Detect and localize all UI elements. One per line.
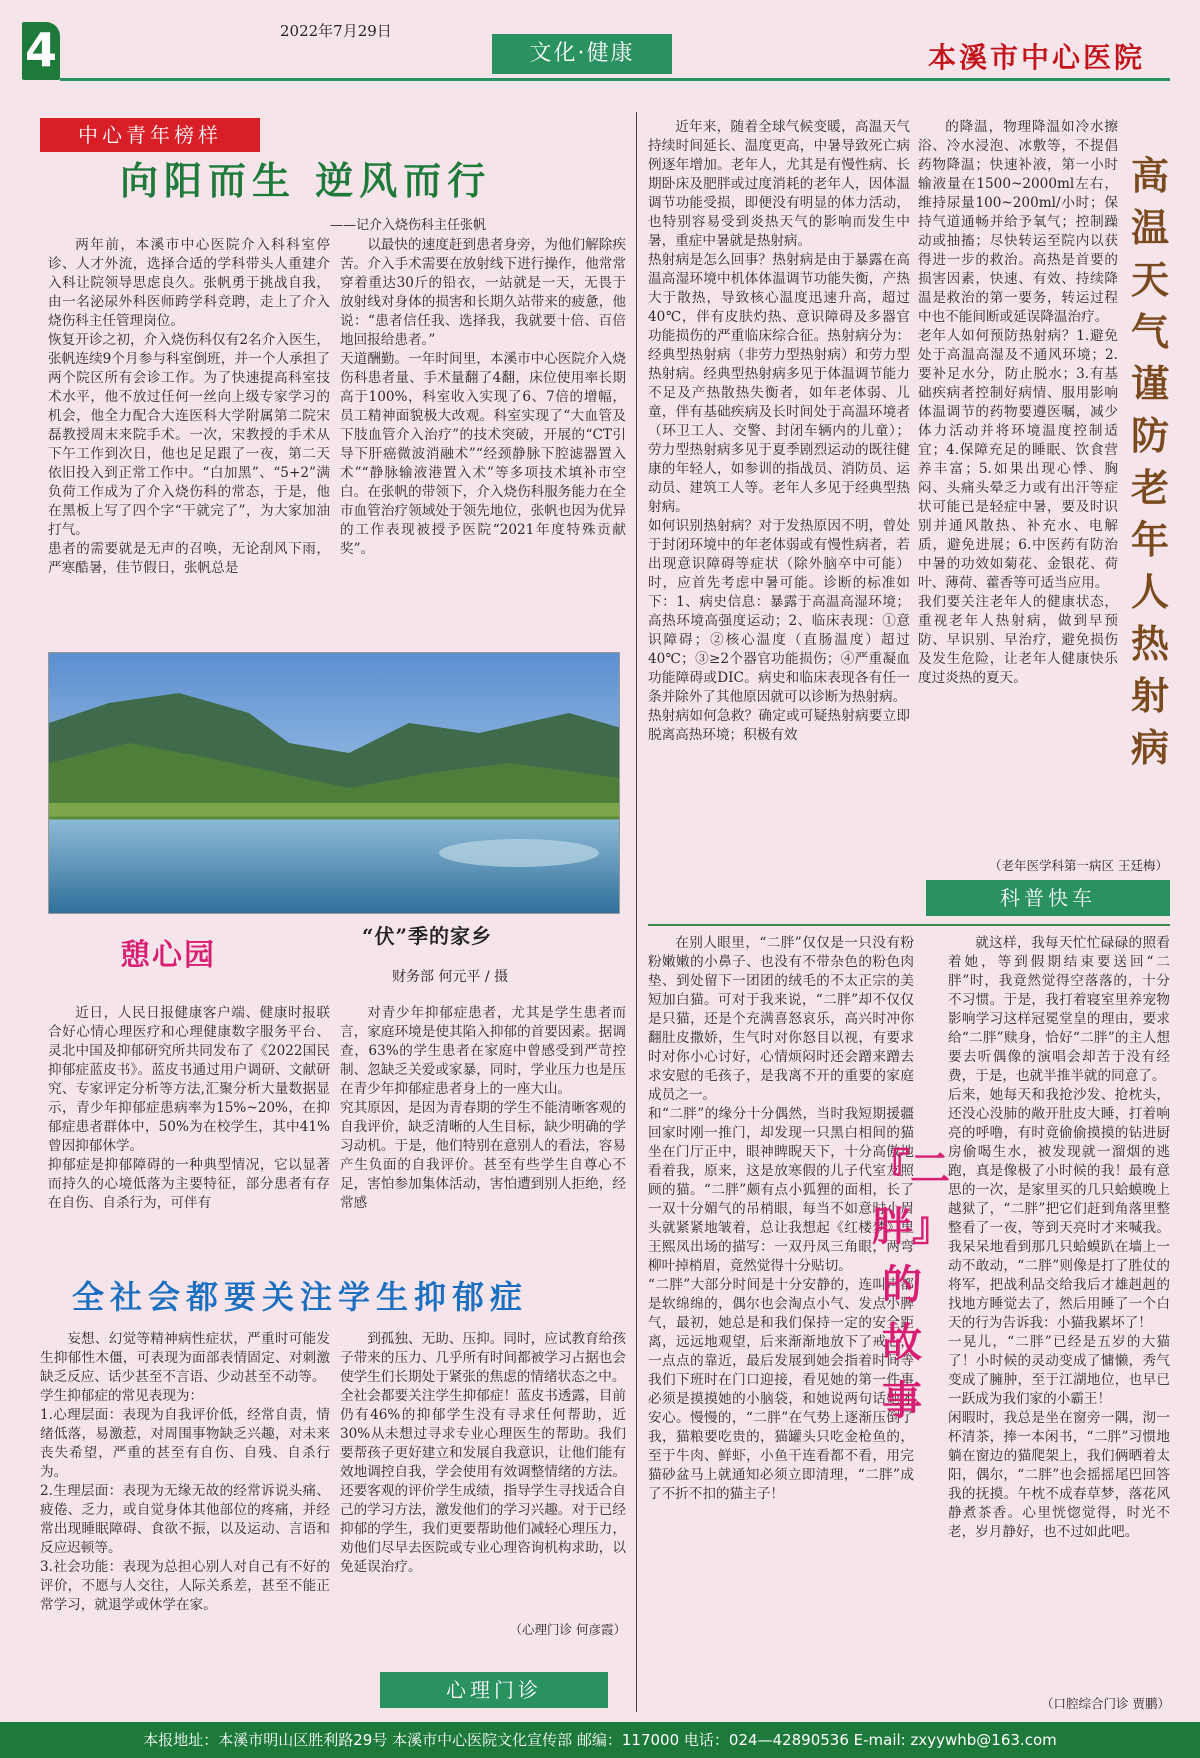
article2-column-2: 的降温，物理降温如冷水擦浴、冷水浸泡、冰敷等，不提倡药物降温；快速补液，第一小时输液量在1500~2000ml左右，维持尿量100~200ml/小时；保持气道通畅并给予氧气；控制躁动或抽搐；尽快转运至院内以获得进一步的救治。高热是首要的损害因素，快速、有效、持续降温是救治的第一要务，转运过程中也不能间断或延误降温治疗。 老年人如何预防热射病？1.避免处于高温高湿及不通风环境；2.要补足水分，防止脱水；3.有基础疾病者控制好病情、服用影响体温调节的药物要遵医嘱，减少体力活动并将环境温度控制适宜；4.保障充足的睡眠、饮食营养丰富；5.如果出现心悸、胸闷、头痛头晕乏力或有出汗等症状可能已是轻症中暑，要及时识别并通风散热、补充水、电解质，避免进展；6.中医药有防治中暑的功效如菊花、金银花、荷叶、薄荷、藿香等可适当应用。 我们要关注老年人的健康状态，重视老年人热射病，做到早预防、早识别、早治疗，避免损伤及发生危险，让老年人健康快乐度过炎热的夏天。	[918, 119, 1118, 686]
article2-signature: （老年医学科第一病区 王廷梅）	[989, 858, 1168, 873]
article3-signature: （心理门诊 何彦霞）	[509, 1622, 626, 1637]
article3-column-3: 妄想、幻觉等精神病性症状，严重时可能发生抑郁性木僵，可表现为面部表情固定、对刺激缺乏反应、话少甚至不言语、少动甚至不动等。 学生抑郁症的常见表现为： 1.心理层面：表现为自我评价低，经常自责，情绪低落，易激惹，对周围事物缺乏兴趣，对未来丧失希望，严重的甚至有自伤、自残、自杀行为。 2.生理层面：表现为无缘无故的经常诉说头痛、疲倦、乏力，或自觉身体其他部位的疼痛，并经常出现睡眠障碍、食欲不振，以及运动、言语和反应迟顿等。 3.社会功能：表现为总担心别人对自己有不好的评价，不愿与人交往，人际关系差，甚至不能正常学习，就退学或休学在家。	[40, 1331, 330, 1613]
article2-column-1: 近年来，随着全球气候变暖，高温天气持续时间延长、温度更高，中暑导致死亡病例逐年增加。老年人，尤其是有慢性病、长期卧床及肥胖或过度消耗的老年人，因体温调节功能受损，即便没有明显的体力活动，也特别容易受到炎热天气的影响而发生中暑，重症中暑就是热射病。 热射病是怎么回事？热射病是由于暴露在高温高湿环境中机体体温调节功能失衡，产热大于散热，导致核心温度迅速升高，超过40℃，伴有皮肤灼热、意识障碍及多器官功能损伤的严重临床综合征。热射病分为：经典型热射病（非劳力型热射病）和劳力型热射病。经典型热射病多见于体温调节能力不足及产热散热失衡者，如年老体弱、儿童，伴有基础疾病及长时间处于高温环境者（环卫工人、交警、封闭车辆内的儿童）；劳力型热射病多见于夏季剧烈运动的既往健康的年轻人，如参训的指战员、消防员、运动员、建筑工人等。老年人多见于经典型热射病。 如何识别热射病？对于发热原因不明，曾处于封闭环境中的年老体弱或有慢性病者，若出现意识障碍等症状（除外脑卒中可能）时，应首先考虑中暑可能。诊断的标准如下：1、病史信息：暴露于高温高湿环境；高热环境高强度运动；2、临床表现：①意识障碍；②核心温度（直肠温度）超过40℃；③≥2个器官功能损伤；④严重凝血功能障碍或DIC。病史和临床表现各有任一条并除外了其他原因就可以诊断为热射病。 热射病如何急救？确定或可疑热射病要立即脱离高热环境；积极有效	[648, 119, 910, 743]
article1-column-2: 以最快的速度赶到患者身旁，为他们解除疾苦。介入手术需要在放射线下进行操作，他常常穿着重达30斤的铅衣，一站就是一天，无畏于放射线对身体的损害和长期久站带来的疲惫，他说：“患者信任我、选择我，我就要十倍、百倍地回报给患者。” 天道酬勤。一年时间里，本溪市中心医院介入烧伤科患者量、手术量翻了4翻，床位使用率长期高于100%，科室收入实现了6、7倍的增幅，员工精神面貌极大改观。科室实现了“大血管及下肢血管介入治疗”的技术突破，开展的“CT引导下肝癌微波消融术”“经颈静脉下腔滤器置入术”“静脉输液港置入术”等多项技术填补市空白。在张帆的带领下，介入烧伤科服务能力在全市血管治疗领域处于领先地位，张帆也因为优异的工作表现被授予医院“2021年度特殊贡献奖”。	[340, 237, 626, 557]
article1-tag: 中心青年榜样	[40, 118, 260, 152]
article3-column-4: 到孤独、无助、压抑。同时，应试教育给孩子带来的压力、几乎所有时间都被学习占据也会使学生们长期处于紧张的焦虑的情绪状态之中。 全社会都要关注学生抑郁症！蓝皮书透露，目前仍有46%的抑郁学生没有寻求任何帮助，近30%从未想过寻求专业心理医生的帮助。我们要帮孩子更好建立和发展自我意识，让他们能有效地调控自我，学会使用有效调整情绪的方法。还要客观的评价学生成绩，指导学生寻找适合自己的学习方法，激发他们的学习兴趣。对于已经抑郁的学生，我们更要帮助他们减轻心理压力，劝他们尽早去医院或专业心理咨询机构求助，以免延误治疗。	[340, 1331, 626, 1575]
photo-credit: 财务部 何元平 / 摄	[392, 969, 509, 985]
article3-column-2: 对青少年抑郁症患者，尤其是学生患者而言，家庭环境是使其陷入抑郁的首要因素。据调查，63%的学生患者在家庭中曾感受到严苛控制、忽缺乏关爱或家暴，同时，学业压力也是压在青少年抑郁症患者身上的一座大山。 究其原因，是因为青春期的学生不能清晰客观的自我评价，缺乏清晰的人生目标，缺少明确的学习动机。于是，他们特别在意别人的看法，容易产生负面的自我评价。甚至有些学生自尊心不足，害怕参加集体活动，害怕遭到别人拒绝，经常感	[340, 1005, 626, 1211]
article4-column-2: 就这样，我每天忙忙碌碌的照看着她，等到假期结束要送回“二胖”时，我竟然觉得空落落的，十分不习惯。于是，我打着寝室里养宠物影响学习这样冠冕堂皇的理由，要求给“二胖”赎身，恰好“二胖”的主人想要去听偶像的演唱会却苦于没有经费，于是，也就半推半就的同意了。 后来，她每天和我抢沙发、抢枕头，还没心没肺的敞开肚皮大睡，打着响亮的呼噜，有时竟偷偷摸摸的钻进厨房偷喝生水，被发现就一溜烟的逃跑，真是像极了小时候的我！最有意思的一次，是家里买的几只蛤蟆晚上越狱了，“二胖”把它们赶到角落里整整看了一夜，等到天亮时才来喊我。我呆呆地看到那几只蛤蟆趴在墙上一动不敢动，“二胖”则像是打了胜仗的将军，把战利品交给我后才雄赳赳的找地方睡觉去了，然后用睡了一个白天的行为告诉我：小猫我累坏了！ 一晃儿，“二胖”已经是五岁的大猫了！小时候的灵动变成了慵懒，秀气变成了臃肿，至于江湖地位，也早已一跃成为我们家的小霸王！ 闲暇时，我总是坐在窗旁一隅，沏一杯清茶，捧一本闲书，“二胖”习惯地躺在窗边的猫爬架上，我们俩晒着太阳，偶尔，“二胖”也会摇摇尾巴回答我的抚摸。午枕不成春草梦，落花风静煮茶香。心里恍惚觉得，时光不老，岁月静好，也不过如此吧。	[948, 935, 1170, 1540]
article3-column-1: 近日，人民日报健康客户端、健康时报联合好心情心理医疗和心理健康数字服务平台、灵北中国及抑郁研究所共同发布了《2022国民抑郁症蓝皮书》。蓝皮书通过用户调研、文献研究、专家评定分析等方法,汇聚分析大量数据显示，青少年抑郁症患病率为15%~20%，在抑郁症患者群体中，50%为在校学生，其中41%曾因抑郁休学。 抑郁症是抑郁障碍的一种典型情况，它以显著而持久的心境低落为主要特征，部分患者有存在自伤、自杀行为，可伴有	[48, 1005, 330, 1211]
section-title: 文化·健康	[492, 34, 672, 74]
article4-column-1: 在别人眼里，“二胖”仅仅是一只没有粉粉嫩嫩的小鼻子、也没有不带杂色的粉色肉垫、到处留下一团团的绒毛的不太正宗的美短加白猫。可对于我来说，“二胖”却不仅仅是只猫，还是个充满喜怒哀乐，高兴时冲你翻肚皮撒娇，生气时对你怒目以视，有要求时对你小心讨好，心情烦闷时还会蹭来蹭去求安慰的毛孩子，是我离不开的重要的家庭成员之一。 和“二胖”的缘分十分偶然，当时我短期援疆回家时刚一推门，却发现一只黑白相间的猫坐在门厅正中，眼神睥睨天下，十分高傲地看着我，原来，这是放寒假的儿子代室友照顾的猫。“二胖”颇有点小狐狸的面相，长了一双十分媚气的吊梢眼，每当不如意时小眉头就紧紧地皱着，总让我想起《红楼梦》里王熙凤出场的描写：一双丹凤三角眼，两弯柳叶掉梢眉，竟然觉得十分贴切。 “二胖”大部分时间是十分安静的，连叫声都是软绵绵的，偶尔也会淘点小气、发点小脾气，最初，她总是和我们保持一定的安全距离，远远地观望，后来渐渐地放下了戒心，一点点的靠近，最后发展到她会指着时间等我们下班时在门口迎接，看见她的第一件事必须是摸摸她的小脑袋，和她说两句话她才安心。慢慢的，“二胖”在气势上逐渐压倒了我，猫粮要吃贵的，猫罐头只吃金枪鱼的，至于牛肉、鲜虾，小鱼干连看都不看，用完猫砂盆马上就通知必须立即清理，“二胖”成了不折不扣的猫主子！	[648, 935, 914, 1502]
article4-signature: （口腔综合门诊 贾鹏）	[1041, 1696, 1170, 1711]
photo-column-name: 憩心园	[120, 938, 216, 973]
footer-info: 本报地址：本溪市明山区胜利路29号 本溪市中心医院文化宣传部 邮编：117000 电话：024—42890536 E-mail: zxyywhb@163.com	[0, 1722, 1200, 1758]
article2-tag: 科普快车	[926, 880, 1170, 916]
article3-tag: 心理门诊	[380, 1672, 608, 1708]
article3-title: 全社会都要关注学生抑郁症	[72, 1278, 529, 1316]
header-rule	[60, 78, 1170, 81]
article1-column-1: 两年前，本溪市中心医院介入科科室停诊、人才外流，选择合适的学科带头人重建介入科让院领导思虑良久。张帆勇于挑战自我，由一名泌尿外科医师跨学科竞聘，走上了介入烧伤科主任管理岗位。 恢复开诊之初，介入烧伤科仅有2名介入医生，张帆连续9个月参与科室倒班，并一个人承担了两个院区所有会诊工作。为了快速提高科室技术水平，他不放过任何一丝向上级专家学习的机会，他全力配合大连医科大学附属第二院宋磊教授周末来院手术。一次，宋教授的手术从下午工作到次日，他也足足跟了一夜，第二天依旧投入到正常工作中。“白加黑”、“5+2”满负荷工作成为了介入烧伤科的常态，于是，他在黑板上写了四个字“干就完了”，为大家加油打气。 患者的需要就是无声的召唤，无论刮风下雨，严寒酷暑，佳节假日，张帆总是	[48, 237, 330, 576]
article2-title: 高温天气谨防老年人热射病	[1130, 153, 1169, 770]
article1-title: 向阳而生 逆风而行	[120, 159, 492, 203]
article1-subtitle: ——记介入烧伤科主任张帆	[330, 218, 487, 233]
issue-date: 2022年7月29日	[280, 22, 392, 40]
photo-title: “伏”季的家乡	[362, 924, 493, 948]
article4-title: 『二胖』的故事	[870, 1146, 950, 1424]
hospital-masthead: 本溪市中心医院	[928, 41, 1146, 74]
article-divider	[648, 924, 1170, 926]
landscape-photo	[48, 652, 620, 914]
column-divider	[636, 112, 637, 1712]
page-number: 4	[22, 22, 60, 80]
